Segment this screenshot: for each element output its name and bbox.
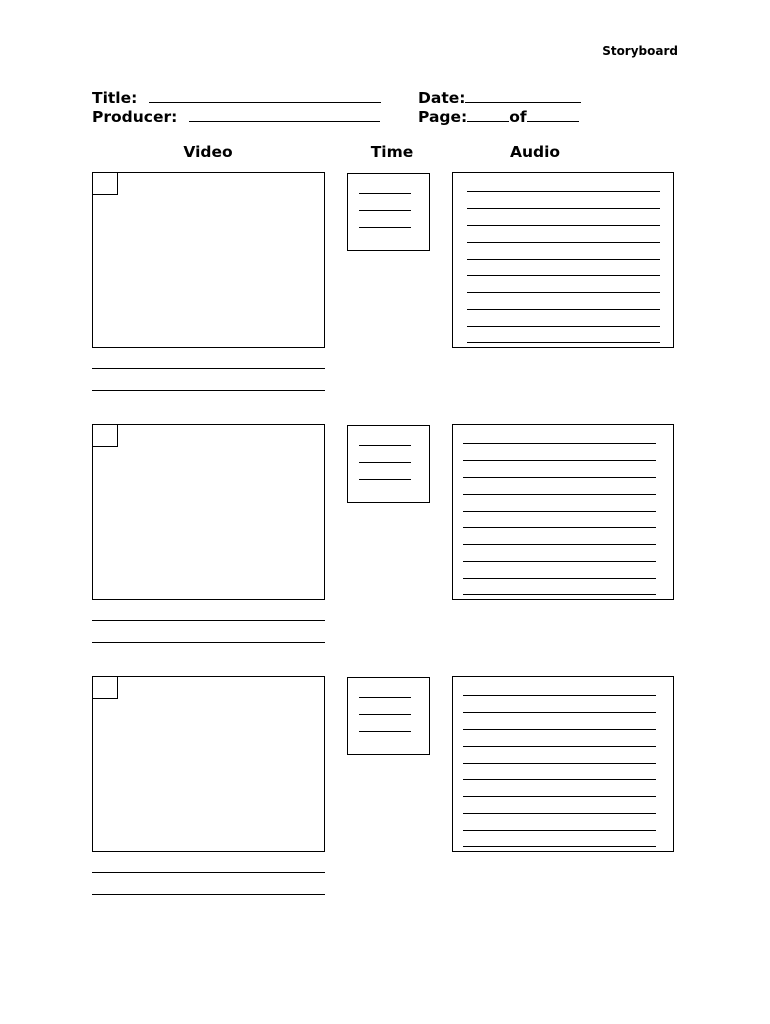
audio-line [463,712,656,713]
time-line [359,462,411,463]
audio-column-header: Audio [509,143,561,161]
audio-line [463,779,656,780]
audio-line [463,729,656,730]
audio-line [463,796,656,797]
audio-line [463,477,656,478]
time-line [359,714,411,715]
time-box[interactable] [347,173,430,251]
date-blank[interactable] [465,87,581,103]
video-frame[interactable] [92,172,325,348]
document-label: Storyboard [602,44,678,58]
audio-line [463,830,656,831]
video-frame[interactable] [92,676,325,852]
audio-line [467,326,660,327]
page-label: Page: [418,108,468,126]
shot-number-box[interactable] [93,677,118,699]
audio-box[interactable] [452,676,674,852]
title-blank[interactable] [149,87,381,103]
audio-line [463,544,656,545]
time-line [359,227,411,228]
audio-line [467,292,660,293]
title-label: Title: [92,89,138,107]
video-caption-line[interactable] [92,390,325,391]
producer-label: Producer: [92,108,178,126]
audio-line [463,695,656,696]
video-caption-line[interactable] [92,872,325,873]
audio-line [467,275,660,276]
time-line [359,697,411,698]
page-field [418,106,579,127]
video-caption-line[interactable] [92,894,325,895]
time-box[interactable] [347,677,430,755]
audio-line [467,191,660,192]
video-caption-line[interactable] [92,620,325,621]
date-label: Date: [418,89,466,107]
audio-box[interactable] [452,424,674,600]
audio-line [463,511,656,512]
audio-line [463,494,656,495]
audio-line [467,309,660,310]
date-field [418,87,581,108]
video-caption-line[interactable] [92,642,325,643]
of-label: of [509,108,527,126]
audio-line [463,746,656,747]
time-box[interactable] [347,425,430,503]
time-line [359,445,411,446]
title-field [92,87,381,108]
page-total-blank[interactable] [527,106,579,122]
audio-line [463,813,656,814]
audio-box[interactable] [452,172,674,348]
audio-line [463,763,656,764]
time-line [359,731,411,732]
shot-number-box[interactable] [93,425,118,447]
audio-line [467,342,660,343]
time-line [359,479,411,480]
producer-field [92,106,380,127]
audio-line [463,443,656,444]
audio-line [463,578,656,579]
video-frame[interactable] [92,424,325,600]
audio-line [467,208,660,209]
audio-line [467,259,660,260]
audio-line [463,561,656,562]
page-number-blank[interactable] [467,106,509,122]
video-caption-line[interactable] [92,368,325,369]
audio-line [463,527,656,528]
audio-line [467,225,660,226]
time-line [359,193,411,194]
audio-line [463,594,656,595]
audio-line [463,460,656,461]
audio-line [463,846,656,847]
time-line [359,210,411,211]
producer-blank[interactable] [189,106,380,122]
time-column-header: Time [370,143,414,161]
shot-number-box[interactable] [93,173,118,195]
audio-line [467,242,660,243]
video-column-header: Video [183,143,233,161]
